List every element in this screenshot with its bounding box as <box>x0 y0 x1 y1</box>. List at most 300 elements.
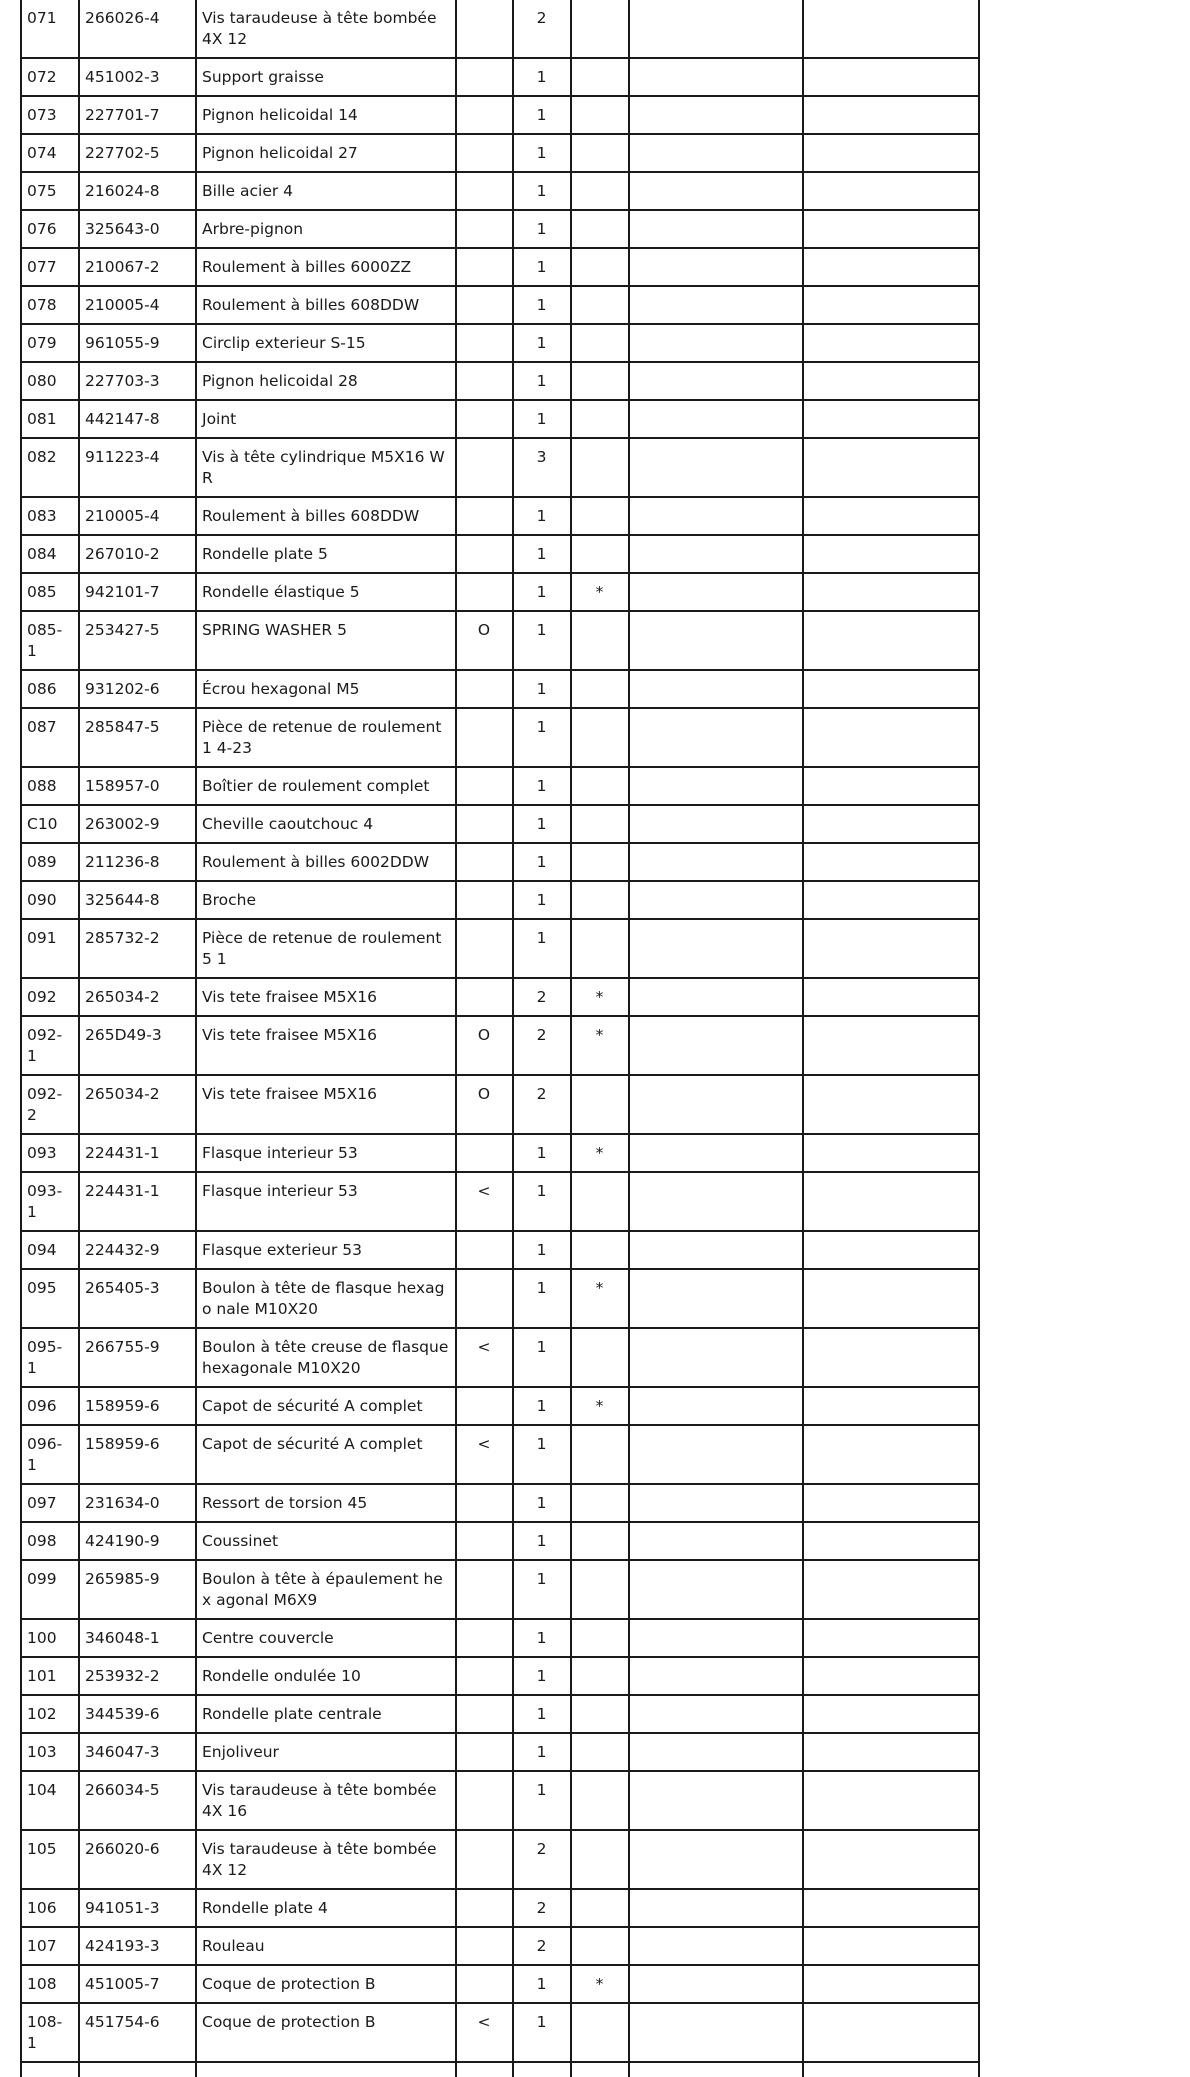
note-mark-cell <box>571 1231 629 1269</box>
note-mark-cell <box>571 1172 629 1231</box>
blank-cell <box>803 1619 979 1657</box>
blank-cell <box>803 1075 979 1134</box>
change-mark-cell <box>456 1889 513 1927</box>
part-number-cell: 093 <box>21 1134 79 1172</box>
blank-cell <box>803 1484 979 1522</box>
change-mark-cell <box>456 919 513 978</box>
quantity-cell: 1 <box>513 2003 571 2062</box>
change-mark-cell <box>456 438 513 497</box>
change-mark-cell <box>456 1733 513 1771</box>
blank-cell <box>803 134 979 172</box>
item-code-cell: 265985-9 <box>79 1560 196 1619</box>
part-number-cell: 105 <box>21 1830 79 1889</box>
description-cell: Vis tete fraisee M5X16 <box>196 978 456 1016</box>
note-mark-cell: * <box>571 573 629 611</box>
item-code-cell: 941051-3 <box>79 1889 196 1927</box>
blank-cell <box>629 286 803 324</box>
item-code-cell: 911223-4 <box>79 438 196 497</box>
item-code-cell: 961055-9 <box>79 324 196 362</box>
quantity-cell: 1 <box>513 611 571 670</box>
change-mark-cell <box>456 58 513 96</box>
blank-cell <box>629 0 803 58</box>
part-number-cell: 100 <box>21 1619 79 1657</box>
item-code-cell: 424190-9 <box>79 1522 196 1560</box>
quantity-cell: 1 <box>513 96 571 134</box>
table-row <box>21 1075 979 1134</box>
description-cell: Boîtier de roulement complet <box>196 767 456 805</box>
description-cell: Flasque interieur 53 <box>196 1134 456 1172</box>
note-mark-cell <box>571 1695 629 1733</box>
quantity-cell: 1 <box>513 1172 571 1231</box>
change-mark-cell <box>456 1695 513 1733</box>
part-number-cell: 108 <box>21 1965 79 2003</box>
note-mark-cell <box>571 1484 629 1522</box>
blank-cell <box>803 324 979 362</box>
table-row <box>21 2003 979 2062</box>
table-row <box>21 0 979 58</box>
quantity-cell: 1 <box>513 1328 571 1387</box>
blank-cell <box>629 670 803 708</box>
table-row <box>21 172 979 210</box>
blank-cell <box>629 96 803 134</box>
quantity-cell: 1 <box>513 134 571 172</box>
quantity-cell: 1 <box>513 1387 571 1425</box>
description-cell: Pignon helicoidal 28 <box>196 362 456 400</box>
quantity-cell: 2 <box>513 1016 571 1075</box>
blank-cell <box>803 805 979 843</box>
description-cell: Rondelle élastique 5 <box>196 573 456 611</box>
description-cell: Centre couvercle <box>196 1619 456 1657</box>
table-row <box>21 805 979 843</box>
part-number-cell: 108-1 <box>21 2003 79 2062</box>
part-number-cell: 084 <box>21 535 79 573</box>
change-mark-cell <box>456 708 513 767</box>
quantity-cell: 1 <box>513 1733 571 1771</box>
table-row <box>21 1387 979 1425</box>
part-number-cell: 071 <box>21 0 79 58</box>
item-code-cell: 227703-3 <box>79 362 196 400</box>
description-cell: Pièce de retenue de roulement 1 4-23 <box>196 708 456 767</box>
item-code-cell: 227702-5 <box>79 134 196 172</box>
description-cell: Cheville caoutchouc 4 <box>196 805 456 843</box>
blank-cell <box>629 535 803 573</box>
quantity-cell: 1 <box>513 573 571 611</box>
blank-cell <box>629 1522 803 1560</box>
description-cell: Vis taraudeuse à tête bombée 4X 12 <box>196 0 456 58</box>
quantity-cell: 1 <box>513 919 571 978</box>
quantity-cell: 1 <box>513 881 571 919</box>
blank-cell <box>803 670 979 708</box>
change-mark-cell: O <box>456 1075 513 1134</box>
description-cell: Capot de sécurité A complet <box>196 1425 456 1484</box>
blank-cell <box>629 210 803 248</box>
parts-table-body <box>21 0 979 2077</box>
blank-cell <box>21 2062 79 2077</box>
note-mark-cell: * <box>571 1016 629 1075</box>
description-cell: Écrou hexagonal M5 <box>196 670 456 708</box>
blank-cell <box>803 2062 979 2077</box>
part-number-cell: 092-1 <box>21 1016 79 1075</box>
blank-cell <box>803 1231 979 1269</box>
blank-cell <box>803 881 979 919</box>
quantity-cell: 1 <box>513 172 571 210</box>
item-code-cell: 253932-2 <box>79 1657 196 1695</box>
blank-cell <box>629 1889 803 1927</box>
blank-cell <box>629 1387 803 1425</box>
blank-cell <box>629 438 803 497</box>
description-cell: Support graisse <box>196 58 456 96</box>
item-code-cell: 451005-7 <box>79 1965 196 2003</box>
change-mark-cell <box>456 1927 513 1965</box>
change-mark-cell <box>456 0 513 58</box>
item-code-cell: 158957-0 <box>79 767 196 805</box>
part-number-cell: 083 <box>21 497 79 535</box>
quantity-cell: 1 <box>513 1269 571 1328</box>
blank-cell <box>629 362 803 400</box>
description-cell: Vis tete fraisee M5X16 <box>196 1075 456 1134</box>
table-row <box>21 1695 979 1733</box>
item-code-cell: 451002-3 <box>79 58 196 96</box>
item-code-cell: 424193-3 <box>79 1927 196 1965</box>
note-mark-cell <box>571 1927 629 1965</box>
part-number-cell: 088 <box>21 767 79 805</box>
quantity-cell: 1 <box>513 1965 571 2003</box>
blank-cell <box>803 210 979 248</box>
item-code-cell: 325643-0 <box>79 210 196 248</box>
description-cell: SPRING WASHER 5 <box>196 611 456 670</box>
note-mark-cell <box>571 2003 629 2062</box>
note-mark-cell: * <box>571 1269 629 1328</box>
table-row <box>21 978 979 1016</box>
blank-cell <box>803 0 979 58</box>
blank-cell <box>629 611 803 670</box>
table-row <box>21 1619 979 1657</box>
table-row <box>21 708 979 767</box>
note-mark-cell <box>571 1522 629 1560</box>
table-row <box>21 919 979 978</box>
quantity-cell: 1 <box>513 58 571 96</box>
blank-cell <box>803 1771 979 1830</box>
quantity-cell: 3 <box>513 438 571 497</box>
part-number-cell: 087 <box>21 708 79 767</box>
table-row <box>21 1771 979 1830</box>
quantity-cell: 1 <box>513 1657 571 1695</box>
change-mark-cell <box>456 1560 513 1619</box>
blank-cell <box>629 248 803 286</box>
blank-cell <box>803 172 979 210</box>
item-code-cell: 265034-2 <box>79 978 196 1016</box>
blank-cell <box>803 1657 979 1695</box>
change-mark-cell <box>456 400 513 438</box>
table-row <box>21 573 979 611</box>
quantity-cell: 1 <box>513 708 571 767</box>
table-row <box>21 362 979 400</box>
blank-cell <box>803 58 979 96</box>
quantity-cell: 1 <box>513 324 571 362</box>
note-mark-cell <box>571 611 629 670</box>
blank-cell <box>803 708 979 767</box>
change-mark-cell <box>456 324 513 362</box>
item-code-cell: 265034-2 <box>79 1075 196 1134</box>
note-mark-cell <box>571 1830 629 1889</box>
blank-cell <box>803 1695 979 1733</box>
continued-row-stub <box>21 2062 979 2077</box>
blank-cell <box>196 2062 456 2077</box>
change-mark-cell <box>456 248 513 286</box>
description-cell: Pièce de retenue de roulement 5 1 <box>196 919 456 978</box>
blank-cell <box>803 843 979 881</box>
blank-cell <box>629 497 803 535</box>
blank-cell <box>629 1965 803 2003</box>
blank-cell <box>803 2003 979 2062</box>
blank-cell <box>803 1522 979 1560</box>
change-mark-cell <box>456 1484 513 1522</box>
blank-cell <box>629 134 803 172</box>
part-number-cell: 073 <box>21 96 79 134</box>
item-code-cell: 265405-3 <box>79 1269 196 1328</box>
change-mark-cell <box>456 1965 513 2003</box>
item-code-cell: 266020-6 <box>79 1830 196 1889</box>
quantity-cell: 1 <box>513 843 571 881</box>
table-row <box>21 497 979 535</box>
change-mark-cell <box>456 881 513 919</box>
change-mark-cell <box>456 497 513 535</box>
change-mark-cell <box>456 978 513 1016</box>
note-mark-cell <box>571 1075 629 1134</box>
change-mark-cell <box>456 286 513 324</box>
blank-cell <box>803 438 979 497</box>
change-mark-cell <box>456 1771 513 1830</box>
part-number-cell: 076 <box>21 210 79 248</box>
item-code-cell: 211236-8 <box>79 843 196 881</box>
change-mark-cell <box>456 573 513 611</box>
part-number-cell: 102 <box>21 1695 79 1733</box>
blank-cell <box>803 497 979 535</box>
table-row <box>21 1965 979 2003</box>
quantity-cell: 1 <box>513 497 571 535</box>
description-cell: Roulement à billes 608DDW <box>196 497 456 535</box>
item-code-cell: 285732-2 <box>79 919 196 978</box>
note-mark-cell: * <box>571 1134 629 1172</box>
change-mark-cell <box>456 172 513 210</box>
table-row <box>21 400 979 438</box>
description-cell: Pignon helicoidal 14 <box>196 96 456 134</box>
note-mark-cell <box>571 843 629 881</box>
part-number-cell: 090 <box>21 881 79 919</box>
blank-cell <box>803 1830 979 1889</box>
description-cell: Pignon helicoidal 27 <box>196 134 456 172</box>
blank-cell <box>803 1560 979 1619</box>
blank-cell <box>629 881 803 919</box>
part-number-cell: 081 <box>21 400 79 438</box>
table-row <box>21 670 979 708</box>
blank-cell <box>629 1560 803 1619</box>
table-row <box>21 535 979 573</box>
note-mark-cell <box>571 1657 629 1695</box>
table-row <box>21 881 979 919</box>
table-row <box>21 286 979 324</box>
part-number-cell: 074 <box>21 134 79 172</box>
item-code-cell: 346048-1 <box>79 1619 196 1657</box>
item-code-cell: 442147-8 <box>79 400 196 438</box>
blank-cell <box>629 1231 803 1269</box>
note-mark-cell <box>571 210 629 248</box>
blank-cell <box>629 1172 803 1231</box>
blank-cell <box>629 1328 803 1387</box>
description-cell: Roulement à billes 608DDW <box>196 286 456 324</box>
item-code-cell: 231634-0 <box>79 1484 196 1522</box>
blank-cell <box>803 767 979 805</box>
blank-cell <box>629 2003 803 2062</box>
part-number-cell: 086 <box>21 670 79 708</box>
quantity-cell: 1 <box>513 1695 571 1733</box>
item-code-cell: 210005-4 <box>79 497 196 535</box>
change-mark-cell <box>456 210 513 248</box>
quantity-cell: 1 <box>513 1771 571 1830</box>
note-mark-cell <box>571 58 629 96</box>
blank-cell <box>629 324 803 362</box>
quantity-cell: 2 <box>513 1889 571 1927</box>
note-mark-cell <box>571 438 629 497</box>
table-row <box>21 134 979 172</box>
table-row <box>21 1231 979 1269</box>
blank-cell <box>629 573 803 611</box>
description-cell: Coussinet <box>196 1522 456 1560</box>
note-mark-cell <box>571 1771 629 1830</box>
description-cell: Bille acier 4 <box>196 172 456 210</box>
blank-cell <box>803 286 979 324</box>
table-row <box>21 1425 979 1484</box>
description-cell: Boulon à tête creuse de flasque hexagonale M10X20 <box>196 1328 456 1387</box>
blank-cell <box>803 362 979 400</box>
note-mark-cell <box>571 134 629 172</box>
item-code-cell: 210005-4 <box>79 286 196 324</box>
table-row <box>21 1830 979 1889</box>
parts-list-page <box>20 0 978 2052</box>
table-row <box>21 58 979 96</box>
table-row <box>21 1328 979 1387</box>
change-mark-cell <box>456 1231 513 1269</box>
blank-cell <box>629 919 803 978</box>
description-cell: Vis taraudeuse à tête bombée 4X 16 <box>196 1771 456 1830</box>
item-code-cell: 266755-9 <box>79 1328 196 1387</box>
change-mark-cell: < <box>456 2003 513 2062</box>
description-cell: Vis à tête cylindrique M5X16 WR <box>196 438 456 497</box>
blank-cell <box>629 2062 803 2077</box>
quantity-cell: 1 <box>513 670 571 708</box>
part-number-cell: 095-1 <box>21 1328 79 1387</box>
blank-cell <box>803 611 979 670</box>
change-mark-cell: < <box>456 1172 513 1231</box>
note-mark-cell <box>571 286 629 324</box>
note-mark-cell <box>571 881 629 919</box>
table-row <box>21 248 979 286</box>
note-mark-cell <box>571 400 629 438</box>
quantity-cell: 1 <box>513 1484 571 1522</box>
note-mark-cell <box>571 767 629 805</box>
blank-cell <box>571 2062 629 2077</box>
blank-cell <box>629 708 803 767</box>
part-number-cell: 094 <box>21 1231 79 1269</box>
part-number-cell: 085-1 <box>21 611 79 670</box>
quantity-cell: 1 <box>513 1619 571 1657</box>
quantity-cell: 1 <box>513 1134 571 1172</box>
table-row <box>21 1172 979 1231</box>
note-mark-cell <box>571 324 629 362</box>
quantity-cell: 2 <box>513 1830 571 1889</box>
blank-cell <box>629 58 803 96</box>
item-code-cell: 344539-6 <box>79 1695 196 1733</box>
description-cell: Rondelle plate 4 <box>196 1889 456 1927</box>
item-code-cell: 224431-1 <box>79 1134 196 1172</box>
blank-cell <box>629 1075 803 1134</box>
item-code-cell: 285847-5 <box>79 708 196 767</box>
item-code-cell: 346047-3 <box>79 1733 196 1771</box>
part-number-cell: 106 <box>21 1889 79 1927</box>
item-code-cell: 451754-6 <box>79 2003 196 2062</box>
table-row <box>21 1657 979 1695</box>
note-mark-cell: * <box>571 978 629 1016</box>
table-row <box>21 1484 979 1522</box>
note-mark-cell <box>571 248 629 286</box>
part-number-cell: 096-1 <box>21 1425 79 1484</box>
table-row <box>21 96 979 134</box>
blank-cell <box>513 2062 571 2077</box>
part-number-cell: 092-2 <box>21 1075 79 1134</box>
blank-cell <box>803 1889 979 1927</box>
description-cell: Vis tete fraisee M5X16 <box>196 1016 456 1075</box>
description-cell: Broche <box>196 881 456 919</box>
blank-cell <box>803 1172 979 1231</box>
description-cell: Rouleau <box>196 1927 456 1965</box>
description-cell: Roulement à billes 6002DDW <box>196 843 456 881</box>
item-code-cell: 210067-2 <box>79 248 196 286</box>
blank-cell <box>629 400 803 438</box>
change-mark-cell <box>456 1134 513 1172</box>
note-mark-cell <box>571 497 629 535</box>
part-number-cell: 097 <box>21 1484 79 1522</box>
description-cell: Boulon à tête à épaulement hex agonal M6X9 <box>196 1560 456 1619</box>
blank-cell <box>629 1733 803 1771</box>
parts-table <box>20 0 980 2077</box>
table-row <box>21 438 979 497</box>
item-code-cell: 931202-6 <box>79 670 196 708</box>
part-number-cell: 103 <box>21 1733 79 1771</box>
change-mark-cell <box>456 1830 513 1889</box>
quantity-cell: 1 <box>513 1231 571 1269</box>
table-row <box>21 1560 979 1619</box>
quantity-cell: 1 <box>513 767 571 805</box>
item-code-cell: 216024-8 <box>79 172 196 210</box>
change-mark-cell: O <box>456 1016 513 1075</box>
table-row <box>21 210 979 248</box>
note-mark-cell <box>571 1560 629 1619</box>
description-cell: Capot de sécurité A complet <box>196 1387 456 1425</box>
table-row <box>21 767 979 805</box>
quantity-cell: 1 <box>513 400 571 438</box>
description-cell: Rondelle ondulée 10 <box>196 1657 456 1695</box>
blank-cell <box>629 1425 803 1484</box>
blank-cell <box>803 248 979 286</box>
note-mark-cell <box>571 172 629 210</box>
item-code-cell: 224431-1 <box>79 1172 196 1231</box>
blank-cell <box>456 2062 513 2077</box>
note-mark-cell <box>571 1889 629 1927</box>
part-number-cell: 089 <box>21 843 79 881</box>
blank-cell <box>803 1134 979 1172</box>
blank-cell <box>803 1016 979 1075</box>
note-mark-cell: * <box>571 1387 629 1425</box>
